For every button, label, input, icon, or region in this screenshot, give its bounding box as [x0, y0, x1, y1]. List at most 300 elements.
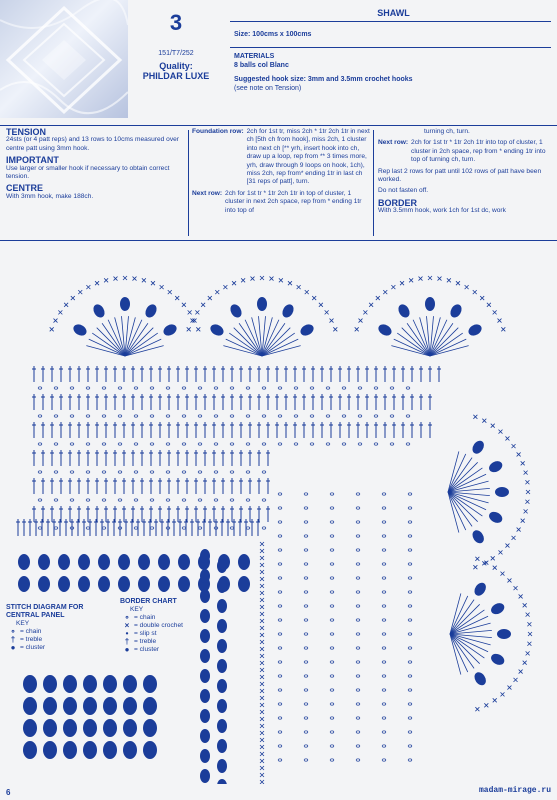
- chain-mark: [356, 563, 360, 565]
- chain-mark: [406, 387, 410, 389]
- cluster-mark: [43, 697, 57, 715]
- cluster-mark: [200, 609, 210, 623]
- treble-symbol-icon: †: [10, 635, 16, 644]
- cluster-symbol-icon: ●: [124, 645, 130, 654]
- shawl-photo-lace: [0, 0, 128, 118]
- cluster-mark: [78, 576, 90, 592]
- key-label: = cluster: [20, 644, 46, 651]
- cluster-mark: [217, 719, 227, 733]
- tension-text: 24sts (or 4 patt reps) and 13 rows to 10cms measured over centre patt using 3mm hook.: [6, 136, 179, 152]
- chain-mark: [86, 499, 90, 501]
- important-heading: IMPORTANT: [6, 155, 59, 166]
- chain-mark: [408, 717, 412, 719]
- chain-mark: [166, 415, 170, 417]
- important-text: Use larger or smaller hook if necessary to obtain correct tension.: [6, 164, 170, 181]
- cluster-mark: [118, 576, 130, 592]
- cluster-mark: [23, 719, 37, 737]
- chain-mark: [246, 387, 250, 389]
- chain-mark: [304, 507, 308, 509]
- cluster-mark: [23, 675, 37, 693]
- chain-mark: [390, 443, 394, 445]
- cluster-mark: [376, 322, 393, 338]
- chain-mark: [356, 521, 360, 523]
- chain-mark: [86, 443, 90, 445]
- cluster-mark: [489, 601, 506, 616]
- cluster-mark: [123, 697, 137, 715]
- treble-mark: [430, 328, 458, 356]
- cluster-mark: [161, 322, 178, 338]
- chain-mark: [262, 527, 266, 529]
- chain-mark: [198, 387, 202, 389]
- key-item-double-crochet: [120, 622, 200, 630]
- chain-mark: [304, 563, 308, 565]
- chain-mark: [198, 443, 202, 445]
- cluster-mark: [217, 659, 227, 673]
- chain-mark: [134, 471, 138, 473]
- chain-mark: [406, 443, 410, 445]
- chain-mark: [356, 745, 360, 747]
- chain-mark: [198, 415, 202, 417]
- chain-mark: [278, 443, 282, 445]
- chain-mark: [304, 731, 308, 733]
- cluster-mark: [228, 302, 244, 319]
- centre-text: With 3mm hook, make 188ch.: [6, 192, 94, 200]
- chain-mark: [214, 471, 218, 473]
- chain-mark: [134, 527, 138, 529]
- chain-mark: [408, 521, 412, 523]
- chain-mark: [246, 527, 250, 529]
- chain-mark: [278, 415, 282, 417]
- chain-mark: [374, 415, 378, 417]
- cluster-mark: [200, 589, 210, 603]
- chain-mark: [150, 387, 154, 389]
- chain-mark: [150, 415, 154, 417]
- cluster-mark: [78, 554, 90, 570]
- chain-mark: [278, 717, 282, 719]
- cluster-mark: [217, 759, 227, 773]
- next-row-text: 2ch for 1st tr * 1tr 2ch 1tr into top of cluster, 1 cluster in 2ch space, rep from * ending 1tr into top of turning ch, turn.: [411, 139, 546, 164]
- chain-mark: [294, 443, 298, 445]
- chain-mark: [278, 731, 282, 733]
- chain-mark: [356, 717, 360, 719]
- chain-mark: [278, 675, 282, 677]
- cluster-mark: [103, 675, 117, 693]
- border-heading: BORDER: [378, 197, 418, 208]
- size-text: Size: 100cms x 100cms: [234, 31, 312, 38]
- cluster-mark: [425, 297, 435, 311]
- chain-mark: [70, 471, 74, 473]
- cluster-mark: [200, 629, 210, 643]
- chain-mark: [358, 443, 362, 445]
- chain-mark: [304, 745, 308, 747]
- crochet-chart: [0, 244, 557, 784]
- chain-mark: [408, 759, 412, 761]
- cluster-mark: [217, 779, 227, 784]
- page-number: 6: [6, 788, 11, 797]
- cluster-mark: [71, 322, 88, 338]
- chain-mark: [166, 499, 170, 501]
- chain-mark: [406, 415, 410, 417]
- cluster-mark: [217, 559, 227, 573]
- chain-mark: [304, 689, 308, 691]
- chain-mark: [356, 591, 360, 593]
- chain-mark: [382, 633, 386, 635]
- chain-mark: [102, 471, 106, 473]
- cluster-mark: [448, 302, 464, 319]
- chain-mark: [198, 527, 202, 529]
- stitch-diagram-legend: [6, 604, 118, 652]
- chain-mark: [408, 689, 412, 691]
- chain-mark: [330, 661, 334, 663]
- cluster-mark: [63, 697, 77, 715]
- chain-mark: [382, 507, 386, 509]
- cluster-mark: [472, 670, 488, 687]
- cluster-mark: [466, 322, 483, 338]
- chain-mark: [102, 415, 106, 417]
- chain-mark: [390, 415, 394, 417]
- foundation-text: 2ch for 1st tr, miss 2ch * 1tr 2ch 1tr in next ch [5th ch from hook], miss 2ch, 1 cluster into next ch [** yrh, insert hook into ch, draw up a loop, rep from ** 3 times more, yrh, draw through 9 loops on hook, 1ch), miss 2ch, rep from* ending 1tr in last ch [31 reps of patt], turn.: [246, 128, 370, 186]
- chain-mark: [330, 563, 334, 565]
- chain-mark: [408, 675, 412, 677]
- chain-mark: [310, 387, 314, 389]
- key-item-cluster: [6, 644, 118, 652]
- chain-mark: [134, 443, 138, 445]
- chain-mark: [382, 675, 386, 677]
- chain-mark: [102, 387, 106, 389]
- cluster-mark: [98, 576, 110, 592]
- column-divider: [188, 130, 189, 236]
- cluster-mark: [103, 741, 117, 759]
- cluster-mark: [470, 528, 486, 545]
- materials-value: 8 balls col Blanc: [234, 62, 289, 69]
- chain-mark: [330, 633, 334, 635]
- chain-mark: [262, 499, 266, 501]
- cluster-mark: [217, 619, 227, 633]
- chain-mark: [304, 675, 308, 677]
- chain-mark: [330, 535, 334, 537]
- chain-mark: [150, 499, 154, 501]
- chain-mark: [382, 717, 386, 719]
- treble-mark: [234, 328, 262, 356]
- chain-mark: [102, 499, 106, 501]
- watermark-text: madam-mirage.ru: [478, 786, 551, 795]
- cluster-mark: [200, 729, 210, 743]
- chain-mark: [262, 415, 266, 417]
- chain-mark: [70, 415, 74, 417]
- chain-mark: [86, 471, 90, 473]
- treble-mark: [97, 328, 125, 356]
- chain-mark: [54, 527, 58, 529]
- chain-mark: [382, 703, 386, 705]
- centre-heading: CENTRE: [6, 183, 44, 194]
- chain-mark: [182, 471, 186, 473]
- chain-mark: [356, 549, 360, 551]
- cluster-mark: [200, 549, 210, 563]
- chain-mark: [330, 521, 334, 523]
- chain-mark: [382, 535, 386, 537]
- cluster-mark: [257, 297, 267, 311]
- treble-mark: [450, 604, 480, 634]
- hook-text: Suggested hook size: 3mm and 3.5mm crochet hooks: [234, 76, 413, 83]
- cluster-mark: [200, 669, 210, 683]
- hook-note: (see note on Tension): [234, 85, 302, 92]
- chain-mark: [278, 605, 282, 607]
- chain-mark: [382, 577, 386, 579]
- cluster-mark: [123, 741, 137, 759]
- chain-mark: [310, 443, 314, 445]
- chain-mark: [182, 443, 186, 445]
- chain-symbol-icon: ∘: [10, 627, 16, 636]
- treble-mark: [262, 328, 290, 356]
- cluster-mark: [43, 741, 57, 759]
- key-label: = cluster: [134, 646, 160, 653]
- chain-mark: [182, 387, 186, 389]
- chain-mark: [330, 577, 334, 579]
- chain-mark: [150, 471, 154, 473]
- chain-mark: [214, 499, 218, 501]
- cluster-symbol-icon: ●: [10, 643, 16, 652]
- chain-mark: [278, 507, 282, 509]
- next-row-continued: turning ch, turn.: [424, 128, 470, 135]
- chain-mark: [294, 387, 298, 389]
- chain-mark: [382, 493, 386, 495]
- cluster-mark: [217, 579, 227, 593]
- chain-mark: [54, 443, 58, 445]
- quality-value: PHILDAR LUXE: [142, 71, 210, 81]
- chain-mark: [356, 647, 360, 649]
- chain-mark: [382, 661, 386, 663]
- chain-mark: [330, 591, 334, 593]
- border-text: With 3.5mm hook, work 1ch for 1st dc, work: [378, 207, 506, 215]
- chain-mark: [54, 387, 58, 389]
- key-label: = chain: [20, 628, 42, 635]
- cluster-mark: [43, 675, 57, 693]
- chain-mark: [246, 415, 250, 417]
- cluster-mark: [38, 576, 50, 592]
- header-divider: [230, 21, 551, 22]
- cluster-mark: [200, 769, 210, 783]
- chain-mark: [356, 731, 360, 733]
- stitch-key-label: KEY: [16, 620, 30, 627]
- chain-mark: [278, 577, 282, 579]
- chain-mark: [304, 619, 308, 621]
- chain-mark: [408, 731, 412, 733]
- chain-mark: [356, 759, 360, 761]
- next-row-first: [192, 190, 370, 215]
- chain-mark: [382, 689, 386, 691]
- chain-mark: [198, 471, 202, 473]
- cluster-mark: [138, 576, 150, 592]
- cluster-mark: [63, 719, 77, 737]
- chain-mark: [358, 415, 362, 417]
- chain-mark: [374, 443, 378, 445]
- fasten-text: Do not fasten off.: [378, 187, 429, 195]
- treble-mark: [448, 462, 478, 492]
- chain-mark: [382, 647, 386, 649]
- chain-mark: [230, 443, 234, 445]
- cluster-mark: [63, 741, 77, 759]
- chain-mark: [356, 535, 360, 537]
- chain-mark: [304, 521, 308, 523]
- border-chart-title: BORDER CHART: [120, 598, 177, 605]
- chain-mark: [326, 415, 330, 417]
- chain-mark: [166, 471, 170, 473]
- section-divider: [0, 240, 557, 241]
- cluster-mark: [238, 554, 250, 570]
- column-middle: [192, 128, 370, 218]
- chain-mark: [304, 759, 308, 761]
- chain-mark: [182, 527, 186, 529]
- repeat-text: Rep last 2 rows for patt until 102 rows of patt have been worked.: [378, 167, 542, 184]
- reference-code: 151/T7/252: [158, 50, 194, 57]
- cluster-mark: [23, 741, 37, 759]
- chain-mark: [356, 507, 360, 509]
- column-divider: [373, 130, 374, 236]
- chain-mark: [374, 387, 378, 389]
- cluster-mark: [178, 576, 190, 592]
- chain-mark: [38, 415, 42, 417]
- cluster-mark: [472, 581, 488, 598]
- cluster-mark: [200, 709, 210, 723]
- cluster-mark: [143, 719, 157, 737]
- cluster-mark: [280, 302, 296, 319]
- chain-mark: [342, 443, 346, 445]
- header-details: [230, 0, 557, 118]
- cluster-mark: [497, 629, 511, 639]
- key-item-chain: [120, 614, 200, 622]
- chain-mark: [408, 535, 412, 537]
- foundation-row: [192, 128, 370, 187]
- chain-mark: [150, 443, 154, 445]
- chain-mark: [408, 605, 412, 607]
- chain-mark: [118, 387, 122, 389]
- chain-mark: [86, 387, 90, 389]
- chain-mark: [86, 527, 90, 529]
- cluster-mark: [487, 459, 504, 474]
- cluster-mark: [217, 639, 227, 653]
- chain-mark: [382, 549, 386, 551]
- chain-mark: [38, 443, 42, 445]
- chain-mark: [38, 387, 42, 389]
- cluster-mark: [63, 675, 77, 693]
- cluster-mark: [217, 739, 227, 753]
- chain-mark: [356, 703, 360, 705]
- chain-mark: [278, 689, 282, 691]
- chain-mark: [408, 493, 412, 495]
- chain-mark: [182, 415, 186, 417]
- border-key-label: KEY: [130, 606, 144, 613]
- chain-mark: [38, 499, 42, 501]
- chain-mark: [304, 661, 308, 663]
- chain-mark: [356, 605, 360, 607]
- chain-mark: [86, 415, 90, 417]
- chain-mark: [214, 443, 218, 445]
- cluster-mark: [489, 652, 506, 667]
- cluster-mark: [217, 679, 227, 693]
- chain-mark: [330, 745, 334, 747]
- chain-mark: [278, 647, 282, 649]
- chain-symbol-icon: ∘: [124, 613, 130, 622]
- cluster-mark: [208, 322, 225, 338]
- cluster-mark: [238, 576, 250, 592]
- cluster-mark: [217, 599, 227, 613]
- chain-mark: [166, 387, 170, 389]
- chain-mark: [294, 415, 298, 417]
- chain-mark: [330, 619, 334, 621]
- chain-mark: [382, 591, 386, 593]
- chain-mark: [382, 731, 386, 733]
- chain-mark: [330, 703, 334, 705]
- chain-mark: [230, 415, 234, 417]
- chain-mark: [246, 499, 250, 501]
- chain-mark: [262, 443, 266, 445]
- cluster-mark: [123, 675, 137, 693]
- chain-mark: [408, 633, 412, 635]
- treble-symbol-icon: †: [124, 637, 130, 646]
- chain-mark: [262, 387, 266, 389]
- key-label: = chain: [134, 614, 156, 621]
- chain-mark: [408, 563, 412, 565]
- chain-mark: [356, 577, 360, 579]
- chain-mark: [198, 499, 202, 501]
- cluster-mark: [43, 719, 57, 737]
- chain-mark: [278, 591, 282, 593]
- chain-mark: [102, 443, 106, 445]
- cluster-mark: [143, 675, 157, 693]
- chain-mark: [70, 387, 74, 389]
- key-item-treble: [6, 636, 118, 644]
- chain-mark: [182, 499, 186, 501]
- chain-mark: [150, 527, 154, 529]
- cluster-mark: [396, 302, 412, 319]
- cluster-mark: [178, 554, 190, 570]
- chain-mark: [262, 471, 266, 473]
- chain-mark: [118, 415, 122, 417]
- chain-mark: [408, 549, 412, 551]
- header-divider: [230, 47, 551, 48]
- chain-mark: [330, 605, 334, 607]
- chain-mark: [310, 415, 314, 417]
- materials-block: [234, 52, 289, 70]
- cluster-mark: [103, 719, 117, 737]
- cluster-mark: [103, 697, 117, 715]
- chain-mark: [304, 605, 308, 607]
- double-crochet-symbol-icon: ×: [124, 621, 130, 630]
- tension-heading: TENSION: [6, 127, 47, 137]
- chain-mark: [330, 647, 334, 649]
- cluster-mark: [18, 576, 30, 592]
- cluster-mark: [98, 554, 110, 570]
- chain-mark: [330, 549, 334, 551]
- treble-mark: [125, 328, 153, 356]
- chain-mark: [304, 591, 308, 593]
- chain-mark: [278, 521, 282, 523]
- chain-mark: [102, 527, 106, 529]
- chain-mark: [408, 745, 412, 747]
- chain-mark: [278, 563, 282, 565]
- next-row-label: Next row:: [378, 139, 409, 147]
- cluster-mark: [143, 741, 157, 759]
- chain-mark: [214, 387, 218, 389]
- border-chart-legend: [120, 598, 200, 654]
- chain-mark: [304, 647, 308, 649]
- chain-mark: [408, 661, 412, 663]
- chain-mark: [118, 471, 122, 473]
- treble-mark: [402, 328, 430, 356]
- chain-mark: [330, 689, 334, 691]
- cluster-mark: [23, 697, 37, 715]
- chain-mark: [356, 661, 360, 663]
